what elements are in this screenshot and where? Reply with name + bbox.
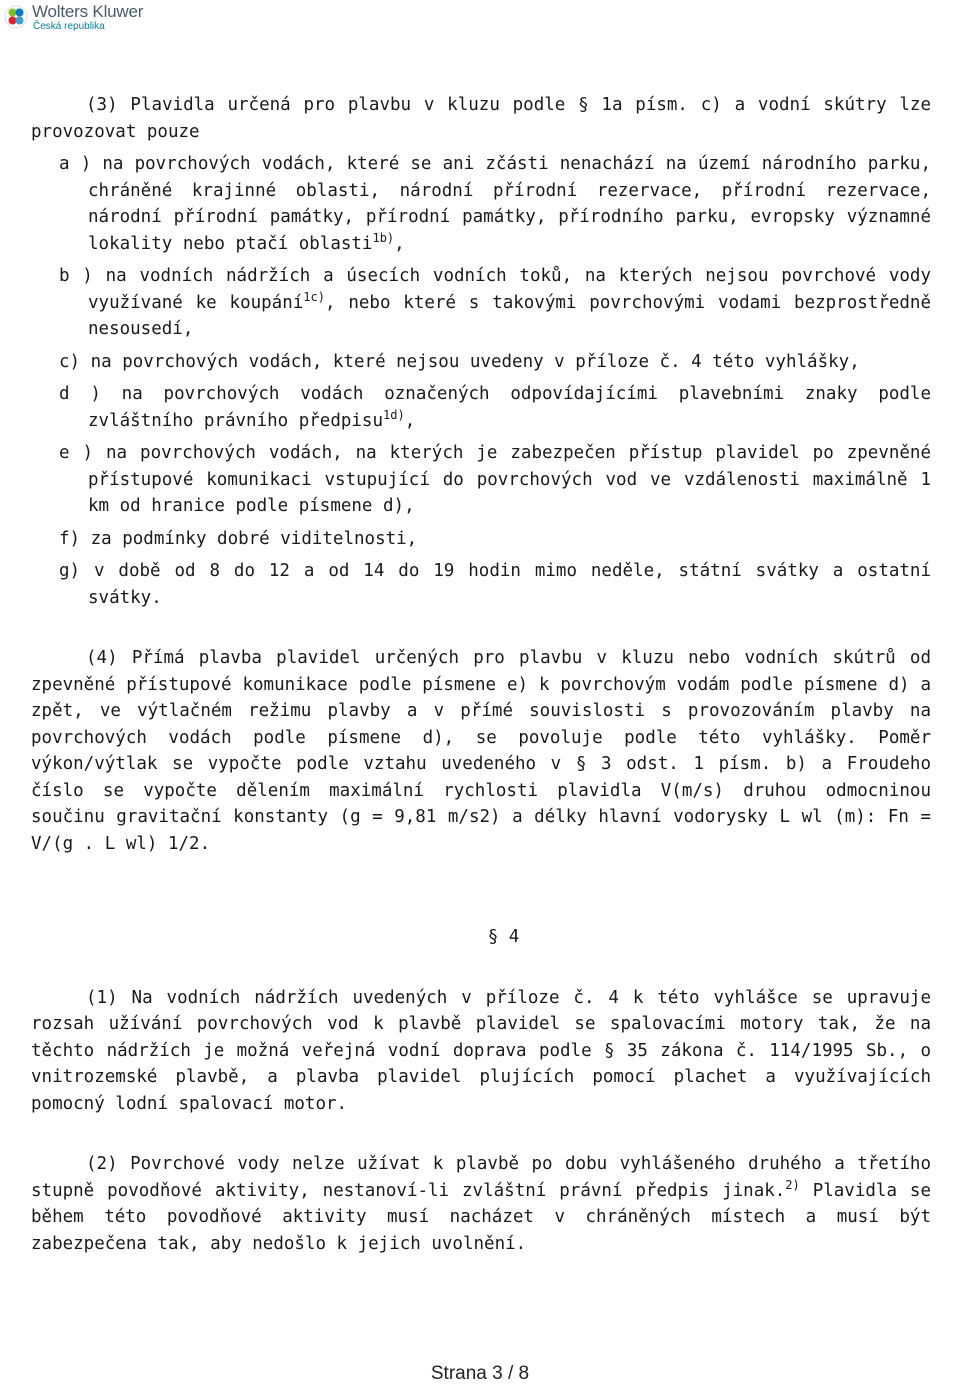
article-4-paragraph-1: (1) Na vodních nádržích uvedených v příloze č. 4 k této vyhlášce se upravuje rozsah užívání povrchových vod k plavbě plavidel se spalovacími motory tak, že na těchto nádržích je možná veřejná vodní doprava podle § 35 zákona č. 114/1995 Sb., o vnitrozemské plavbě, a plavba plavidel plujících pomocí plachet a využívajících pomocný lodní spalovací motor. (31, 987, 931, 1114)
footnote-ref: 1c) (303, 289, 325, 304)
list-item (31, 263, 931, 343)
logo-subtitle: Česká republika (33, 21, 105, 32)
page-number: Strana 3 / 8 (430, 1363, 530, 1384)
footnote-ref: 1d) (383, 407, 405, 422)
section-3-intro: (3) Plavidla určená pro plavbu v kluzu podle § 1a písm. c) a vodní skútry lze provozovat pouze (31, 95, 931, 142)
list-item-text: e ) na povrchových vodách, na kterých je zabezpečen přístup plavidel po zpevněné přístupové komunikaci vstupující do povrchových vod ve vzdálenosti maximálně 1 km od hranice podle písmene d), (59, 443, 931, 516)
list-item (31, 526, 931, 553)
list-item-text: b ) na vodních nádržích a úsecích vodních toků, na kterých nejsou povrchové vody využívané ke koupání (59, 266, 931, 313)
footnote-ref: 2) (785, 1177, 800, 1192)
section-4-paragraph: (4) Přímá plavba plavidel určených pro plavbu v kluzu nebo vodních skútrů od zpevněné přístupové komunikace podle písmene e) k povrchovým vodám podle písmene d) a zpět, ve výtlačném režimu plavby a v přímé souvislosti s provozováním plavby na povrchových vodách podle písmene d), se povoluje podle této vyhlášky. Poměr výkon/výtlak se vypočte podle vztahu uvedeného v § 3 odst. 1 písm. b) a Froudeho číslo se vypočte dělením maximální rychlosti plavidla V(m/s) druhou odmocninou součinu gravitační konstanty (g = 9,81 m/s2) a délky hlavní vodorysky L wl (m): Fn = V/(g . L wl) 1/2. (31, 648, 931, 854)
paragraph-text: (2) Povrchové vody nelze užívat k plavbě po dobu vyhlášeného druhého a třetího stupně povodňové aktivity, nestanoví-li zvláštní právní předpis jinak. (31, 1154, 931, 1201)
list-item (31, 151, 931, 257)
publisher-logo (4, 3, 143, 35)
list-item-tail: , (404, 410, 416, 431)
footnote-ref: 1b) (372, 230, 395, 245)
list-item-tail: , (394, 233, 405, 254)
list-item (31, 349, 931, 376)
list-item-text: a ) na povrchových vodách, které se ani zčásti nenachází na území národního parku, chráněné krajinné oblasti, národní přírodní rezervace, přírodní rezervace, národní přírodní památky, přírodní památky, přírodního parku, evropsky významné lokality nebo ptačí oblasti (59, 154, 931, 254)
list-item-text: g) v době od 8 do 12 a od 14 do 19 hodin mimo neděle, státní svátky a ostatní svátky. (59, 561, 931, 608)
list-item-text: c) na povrchových vodách, které nejsou uvedeny v příloze č. 4 této vyhlášky, (59, 351, 860, 372)
document-body (31, 92, 931, 1257)
article-heading: § 4 (487, 927, 520, 947)
list-item (31, 558, 931, 611)
list-item (31, 381, 931, 434)
list-item (31, 440, 931, 520)
list-item-text: d ) na povrchových vodách označených odpovídajícími plavebními znaky podle zvláštního právního předpisu (59, 384, 931, 431)
list-item-tail: , nebo které s takovými povrchovými vodami bezprostředně nesousedí, (88, 292, 931, 339)
article-4-paragraph-2 (31, 1151, 931, 1257)
wolters-kluwer-logo-icon (4, 5, 28, 29)
paragraph-text: Plavidla se během této povodňové aktivity musí nacházet v chráněných místech a musí být zabezpečena tak, aby nedošlo k jejich uvolnění. (31, 1180, 931, 1254)
list-item-text: f) za podmínky dobré viditelnosti, (59, 528, 418, 549)
logo-name: Wolters Kluwer (32, 2, 144, 21)
